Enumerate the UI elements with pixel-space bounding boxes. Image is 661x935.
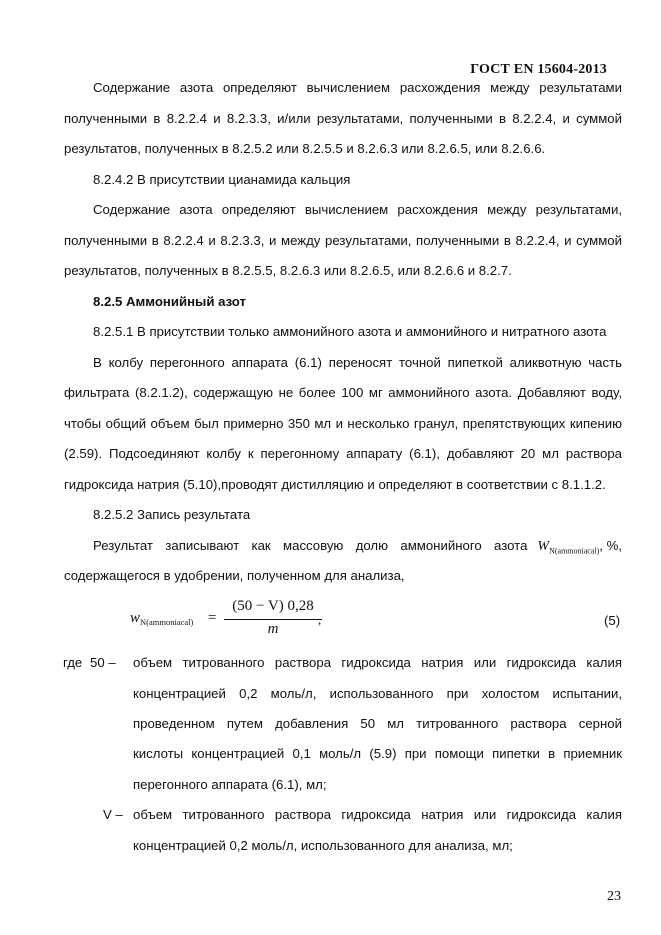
definition-line: перегонного аппарата (6.1), мл;: [133, 777, 327, 792]
where-symbol-v: V –: [103, 807, 123, 822]
definition-line: концентрацией 0,2 моль/л, использованного для анализа, мл;: [133, 838, 513, 853]
definition-line: проведенном путем добавления 50 мл титрованного раствора серной: [133, 716, 622, 731]
where-intro: где: [63, 655, 83, 670]
formula-numerator: (50 − V) 0,28: [232, 598, 314, 614]
text-line: Содержание азота определяют вычислением расхождения между результатами,: [93, 202, 622, 217]
text-line: фильтрата (8.2.1.2), содержащую не более 100 мг аммонийного азота. Добавляют воду,: [64, 385, 622, 400]
inline-symbol: $W_{N(ammoniacal)}$, %,: [537, 538, 622, 556]
subsection-heading: 8.2.5.1 В присутствии только аммонийного азота и аммонийного и нитратного азота: [93, 324, 607, 339]
formula-denominator: m: [267, 621, 279, 637]
equation-number: (5): [604, 613, 621, 628]
section-heading: 8.2.5 Аммонийный азот: [93, 294, 246, 309]
formula-comma: ,: [318, 612, 322, 627]
text-line: результатов, полученных в 8.2.5.5, 8.2.6.3 или 8.2.6.5, или 8.2.6.6 и 8.2.7.: [64, 263, 512, 278]
text-line: гидроксида натрия (5.10),проводят дистилляцию и определяют в соответствии с 8.1.1.2.: [64, 477, 606, 492]
text-line: полученными в 8.2.2.4 и 8.2.3.3, и/или результатами, полученными в 8.2.2.4, и суммой: [64, 111, 622, 126]
text-line: (2.59). Подсоединяют колбу к перегонному аппарату (6.1), добавляют 20 мл раствора: [64, 446, 622, 461]
text-line: результатов, полученных в 8.2.5.2 или 8.2.5.5 и 8.2.6.3 или 8.2.6.5, или 8.2.6.6.: [64, 141, 546, 156]
text-line: содержащегося в удобрении, полученном для анализа,: [64, 568, 405, 583]
text-line: [93, 538, 622, 560]
text-line: чтобы общий объем был примерно 350 мл и несколько гранул, препятствующих кипению: [64, 416, 622, 431]
formula-equals: =: [208, 610, 217, 626]
standard-header: ГОСТ EN 15604-2013: [470, 62, 607, 77]
subsection-heading: 8.2.5.2 Запись результата: [93, 507, 251, 522]
text-line: Содержание азота определяют вычислением расхождения между результатами: [93, 80, 622, 95]
formula-5: [130, 598, 390, 638]
definition-line: объем титрованного раствора гидроксида натрия или гидроксида калия: [133, 807, 622, 822]
formula-lhs: $w_{N(ammoniacal)}$: [130, 610, 194, 627]
section-heading: 8.2.4.2 В присутствии цианамида кальция: [93, 172, 351, 187]
fraction-bar: [224, 619, 322, 620]
definition-line: объем титрованного раствора гидроксида натрия или гидроксида калия: [133, 655, 622, 670]
result-sentence: Результат записывают как массовую долю аммонийного азота: [93, 538, 528, 553]
where-symbol-50: 50 –: [90, 655, 116, 670]
definition-line: концентрацией 0,2 моль/л, использованного при холостом испытании,: [133, 686, 622, 701]
page-number: 23: [607, 889, 621, 904]
text-line: В колбу перегонного аппарата (6.1) переносят точной пипеткой аликвотную часть: [93, 355, 622, 370]
definition-line: кислоты концентрацией 0,1 моль/л (5.9) при помощи пипетки в приемник: [133, 746, 622, 761]
text-line: полученными в 8.2.2.4 и 8.2.3.3, и между результатами, полученными в 8.2.2.4, и суммой: [64, 233, 622, 248]
